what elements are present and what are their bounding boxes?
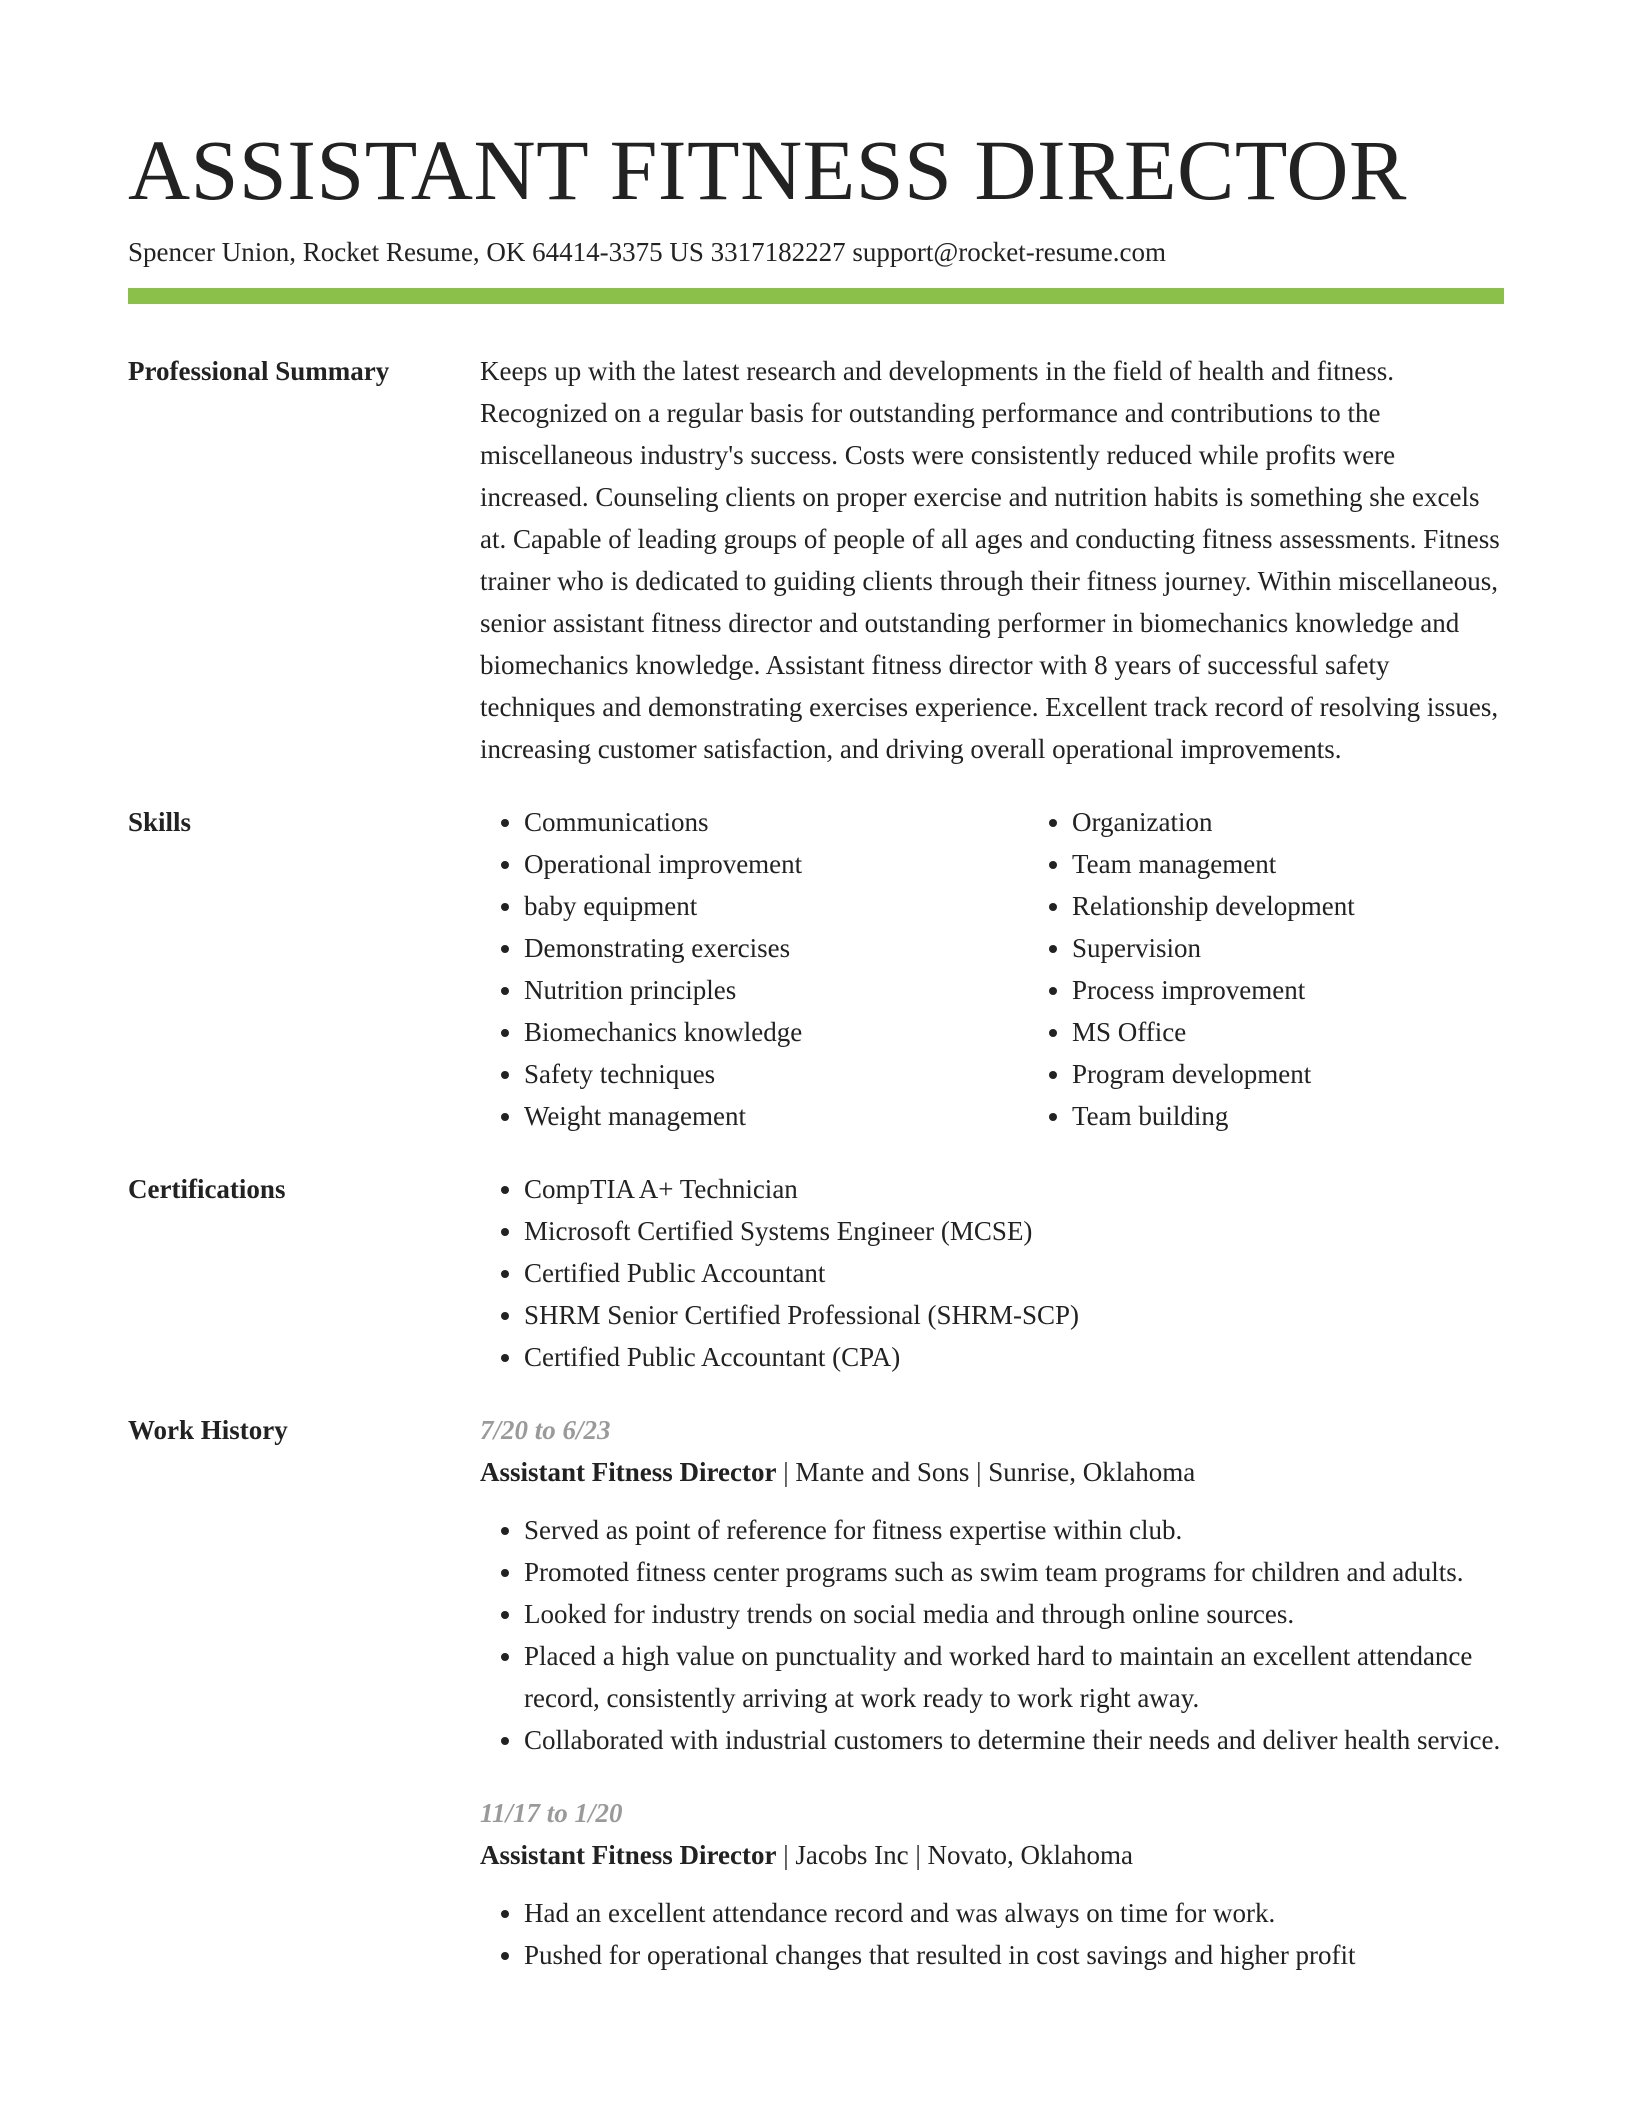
summary-text: Keeps up with the latest research and developments in the field of health and fitness. Recognized on a regular basis for outstanding performance and contributions to the miscellaneous industry's success. Costs were consistently reduced while profits were increased. Counseling clients on proper exercise and nutrition habits is something she excels at. Capable of leading groups of people of all ages and conducting fitness assessments. Fitness trainer who is dedicated to guiding clients through their fitness journey. Within miscellaneous, senior assistant fitness director and outstanding performer in biomechanics knowledge and biomechanics knowledge. Assistant fitness director with 8 years of successful safety techniques and demonstrating exercises experience. Excellent track record of resolving issues, increasing customer satisfaction, and driving overall operational improvements. <box>480 356 1500 764</box>
job-heading <box>480 1834 1504 1876</box>
certifications-body <box>480 1168 1504 1378</box>
certifications-list <box>480 1168 1504 1378</box>
list-item: • Organization <box>1072 801 1532 843</box>
list-item: • MS Office <box>1072 1011 1532 1053</box>
job-entry <box>480 1409 1504 1761</box>
list-item: • Communications <box>524 801 984 843</box>
job-entry <box>480 1792 1504 1976</box>
list-item: • Served as point of reference for fitness expertise within club. <box>524 1509 1504 1551</box>
summary-section <box>128 350 1504 770</box>
work-history-heading: Work History <box>128 1415 288 1445</box>
list-item: • Promoted fitness center programs such as swim team programs for children and adults. <box>524 1551 1504 1593</box>
job-employer-location: | Mante and Sons | Sunrise, Oklahoma <box>776 1457 1196 1487</box>
work-history-section <box>128 1409 1504 1976</box>
list-item: • Weight management <box>524 1095 984 1137</box>
job-employer-location: | Jacobs Inc | Novato, Oklahoma <box>776 1840 1133 1870</box>
list-item: • Placed a high value on punctuality and worked hard to maintain an excellent attendance record, consistently arriving at work ready to work right away. <box>524 1635 1504 1719</box>
list-item: • Team building <box>1072 1095 1532 1137</box>
certifications-heading: Certifications <box>128 1174 286 1204</box>
list-item: • Collaborated with industrial customers to determine their needs and deliver health service. <box>524 1719 1504 1761</box>
list-item: • Nutrition principles <box>524 969 984 1011</box>
list-item: • Had an excellent attendance record and was always on time for work. <box>524 1892 1504 1934</box>
certifications-section <box>128 1168 1504 1378</box>
job-bullet-list <box>480 1509 1504 1761</box>
list-item: • SHRM Senior Certified Professional (SHRM-SCP) <box>524 1294 1504 1336</box>
skills-list-left <box>480 801 984 1137</box>
contact-line: Spencer Union, Rocket Resume, OK 64414-3375 US 3317182227 support@rocket-resume.com <box>128 237 1166 267</box>
skills-section <box>128 801 1504 1137</box>
list-item: • CompTIA A+ Technician <box>524 1168 1504 1210</box>
work-history-body <box>480 1409 1504 1976</box>
list-item: • Certified Public Accountant <box>524 1252 1504 1294</box>
list-item: • Safety techniques <box>524 1053 984 1095</box>
job-title: Assistant Fitness Director <box>480 1840 777 1870</box>
list-item: • Biomechanics knowledge <box>524 1011 984 1053</box>
list-item: • Certified Public Accountant (CPA) <box>524 1336 1504 1378</box>
job-heading <box>480 1451 1504 1493</box>
job-dates: 7/20 to 6/23 <box>480 1415 611 1445</box>
skills-list-right <box>1028 801 1532 1137</box>
job-bullet-list <box>480 1892 1504 1976</box>
summary-heading: Professional Summary <box>128 356 390 386</box>
list-item: • baby equipment <box>524 885 984 927</box>
list-item: • Microsoft Certified Systems Engineer (MCSE) <box>524 1210 1504 1252</box>
accent-divider <box>128 288 1504 304</box>
list-item: • Looked for industry trends on social media and through online sources. <box>524 1593 1504 1635</box>
list-item: • Operational improvement <box>524 843 984 885</box>
list-item: • Relationship development <box>1072 885 1532 927</box>
list-item: • Pushed for operational changes that resulted in cost savings and higher profit <box>524 1934 1504 1976</box>
resume-title: ASSISTANT FITNESS DIRECTOR <box>128 122 1407 218</box>
list-item: • Program development <box>1072 1053 1532 1095</box>
list-item: • Process improvement <box>1072 969 1532 1011</box>
list-item: • Team management <box>1072 843 1532 885</box>
skills-heading: Skills <box>128 807 192 837</box>
resume-page <box>128 118 1504 1976</box>
job-title: Assistant Fitness Director <box>480 1457 777 1487</box>
list-item: • Demonstrating exercises <box>524 927 984 969</box>
list-item: • Supervision <box>1072 927 1532 969</box>
job-dates: 11/17 to 1/20 <box>480 1798 623 1828</box>
summary-body <box>480 350 1504 770</box>
skills-body <box>480 801 1504 1137</box>
